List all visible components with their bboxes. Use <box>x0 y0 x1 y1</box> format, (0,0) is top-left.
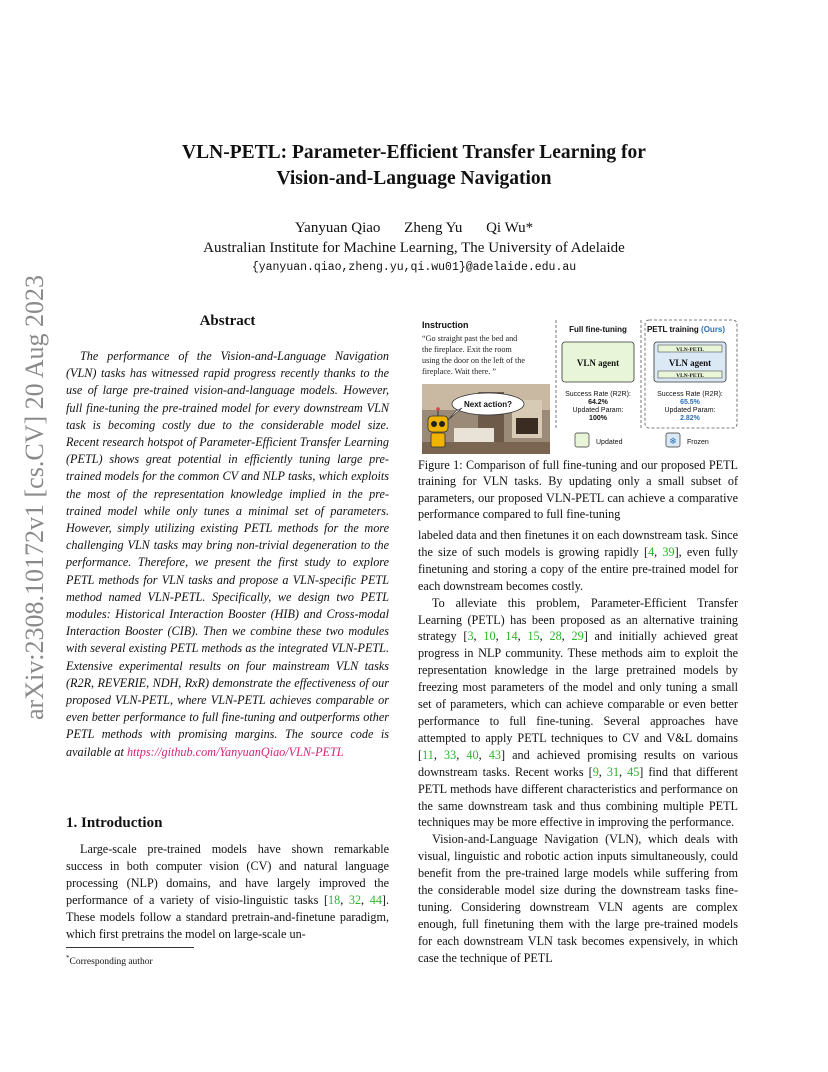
title-line-1: VLN-PETL: Parameter-Efficient Transfer Learning for <box>182 142 646 163</box>
next-action-text: Next action? <box>463 400 513 409</box>
full-ft-agent-box <box>562 342 634 382</box>
citation-link[interactable]: 31 <box>606 764 620 779</box>
petl-ours-tag: (Ours) <box>701 325 726 334</box>
success-rate-label: Success Rate (R2R): <box>657 391 723 398</box>
paper-title <box>0 140 828 192</box>
instruction-label: Instruction <box>422 320 469 330</box>
body-text: ] find that different PETL methods have different characteristics and performance on the same downstream task and thus combining multiple PETL techniques may be more effective in improving the performance. <box>418 764 739 830</box>
full-ft-param: 100% <box>589 415 607 422</box>
instruction-line: using the door on the left of the <box>422 356 526 365</box>
petl-title: PETL training <box>646 325 699 334</box>
citation-link[interactable]: 40 <box>466 747 479 762</box>
citation-link[interactable]: 10 <box>483 629 496 644</box>
petl-module-label: VLN-PETL <box>676 373 704 379</box>
title-line-2: Vision-and-Language Navigation <box>276 168 552 189</box>
citation-link[interactable]: 29 <box>571 629 584 644</box>
body-text: ] and achieved promising results on various downstream tasks. Recent works [ <box>418 747 739 779</box>
abstract-text: The performance of the Vision-and-Language Navigation (VLN) tasks has witnessed rapid progress recently thanks to the use of large pre-trained vision-and-language models. However, full fine-tuning the pre-trained model for every downstream VLN task is becoming costly due to the considerable model size. Recent research hotspot of Parameter-Efficient Transfer Learning (PETL) shows great potential in efficiently tuning large pre-trained models for the common CV and NLP tasks, which exploits the most of the representation knowledge implied in the pre-trained model while only tunes a minimal set of parameters. However, simply utilizing existing PETL methods for the more challenging VLN tasks may bring non-trivial degeneration to the performance. Therefore, we present the first study to explore PETL methods for VLN tasks and propose a VLN-specific PETL method named VLN-PETL. Specifically, we design two PETL modules: Historical Interaction Booster (HIB) and Cross-modal Interaction Booster (CIB). Then we combine these two modules with several existing PETL methods as the integrated VLN-PETL. Extensive experimental results on four mainstream VLN tasks (R2R, REVERIE, NDH, RxR) demonstrate the effectiveness of our proposed VLN-PETL, where VLN-PETL achieves comparable or even better performance to full fine-tuning and outperforms other PETL methods with promising margins. The source code is available at <box>66 349 389 759</box>
abstract-body <box>66 348 389 761</box>
citation-link[interactable]: 9 <box>592 764 599 779</box>
citation-link[interactable]: 28 <box>549 629 562 644</box>
param-label: Updated Param: <box>572 407 624 414</box>
body-text: To alleviate this problem, Parameter-Efficient Transfer Learning (PETL) has been proposed as an alternative training strategy [ <box>418 595 738 644</box>
instruction-line: the fireplace. Exit the room <box>422 345 512 354</box>
citation-link[interactable]: 44 <box>369 893 382 908</box>
citation-link[interactable]: 43 <box>488 747 501 762</box>
citation-link[interactable]: 32 <box>348 893 362 908</box>
petl-module-label: VLN-PETL <box>676 347 704 353</box>
petl-agent-label: VLN agent <box>668 358 712 368</box>
petl-success-rate: 65.5% <box>680 399 700 406</box>
param-label: Updated Param: <box>664 407 716 414</box>
citation-link[interactable]: 45 <box>627 764 640 779</box>
author-name: Zheng Yu <box>404 220 463 236</box>
petl-param: 2.82% <box>680 415 700 422</box>
code-link[interactable]: https://github.com/YanyuanQiao/VLN-PETL <box>126 744 344 759</box>
body-text: ], even fully finetuning and storing a copy of the entire pre-trained model for each downstream becomes costly. <box>418 544 738 593</box>
snowflake-icon: ❄ <box>669 436 677 446</box>
agent-label: VLN agent <box>576 358 620 368</box>
petl-panel <box>645 320 737 428</box>
intro-text: ]. These models follow a standard pretrain-and-finetune paradigm, which first pretrains the model on large-scale un- <box>66 893 390 942</box>
section-heading-introduction: 1. Introduction <box>66 815 163 831</box>
arxiv-stamp-text: arXiv:2308.10172v1 [cs.CV] 20 Aug 2023 <box>20 275 49 720</box>
footnote-text: Corresponding author <box>69 957 153 968</box>
citation-link[interactable]: 4 <box>648 544 655 559</box>
body-text: labeled data and then finetunes it on each downstream task. Since the size of such models is growing rapidly [ <box>418 528 738 559</box>
legend-updated-swatch <box>575 433 589 447</box>
citation-link[interactable]: 39 <box>662 544 675 559</box>
body-text: ] and initially achieved great progress in NLP community. These methods aim to exploit the representation knowledge in the large pretrained models by freezing most parameters of the model and only tuning a small set of parameters, which can achieve comparable or even better performance to full fine-tuning. Several approaches have attempted to apply PETL techniques to CV and V&L domains [ <box>418 629 739 762</box>
author-emails: {yanyuan.qiao,zheng.yu,qi.wu01}@adelaide.edu.au <box>251 261 577 274</box>
citation-link[interactable]: 18 <box>328 893 341 908</box>
legend <box>575 433 709 447</box>
body-paragraph: Vision-and-Language Navigation (VLN), which deals with visual, linguistic and robotic action inputs simultaneously, could benefit from the pre-trained large models while suffering from the considerable model size during the downstream tasks fine-tuning. Considering downstream VLN agents are complex enough, full finetuning them with the large pre-trained models for each downstream VLN task becomes expensively, in which case the technique of PETL <box>418 832 738 965</box>
citation-link[interactable]: 14 <box>505 629 518 644</box>
author-name: Qi Wu* <box>486 220 534 236</box>
body-paragraph: labeled data and then finetunes it on each downstream task. Since the size of such models is growing rapidly [4, 39], even fully finetuning and storing a copy of the entire pre-trained model for each downstream becomes costly. <box>418 528 738 593</box>
citation-link[interactable]: 3 <box>467 629 474 644</box>
intro-text: Large-scale pre-trained models have shown remarkable success in both computer vision (CV) and natural language processing (NLP) domains, and have largely improved the performance of a variety of visio-linguistic tasks [ <box>66 842 389 908</box>
author-name: Yanyuan Qiao <box>294 220 381 236</box>
full-finetuning-title: Full fine-tuning <box>569 325 627 334</box>
citation-link[interactable]: 33 <box>444 747 457 762</box>
svg-text:PETL training (Ours) <box>647 325 725 334</box>
instruction-line: “Go straight past the bed and <box>422 334 518 343</box>
figure-1 <box>418 316 740 456</box>
footnote-divider <box>66 947 194 948</box>
abstract-heading: Abstract <box>199 313 256 329</box>
citation-link[interactable]: 15 <box>527 629 540 644</box>
footnote: *Corresponding author <box>66 954 153 968</box>
instruction-line: fireplace. Wait there. ” <box>422 367 496 376</box>
right-column-body <box>418 527 738 967</box>
legend-updated-label: Updated <box>596 439 623 446</box>
citation-link[interactable]: 11 <box>422 747 434 762</box>
legend-frozen-label: Frozen <box>687 439 709 446</box>
body-paragraph: To alleviate this problem, Parameter-Efficient Transfer Learning (PETL) has been proposed as an alternative training strategy [3, 10, 14, 15, 28, 29] and initially achieved great progress in NLP community. These methods aim to exploit the representation knowledge in the large pretrained models by freezing most parameters of the model and only tuning a small set of parameters, which can achieve comparable or even better performance to full fine-tuning. Several approaches have attempted to apply PETL techniques to CV and V&L domains [11, 33, 40, 43] and achieved promising results on various downstream tasks. Recent works [9, 31, 45] find that different PETL methods have different characteristics and performance on the same downstream task and thus combining multiple PETL techniques may be more effective in improving the performance. <box>418 595 739 830</box>
figure-caption: Figure 1: Comparison of full fine-tuning and our proposed PETL training for VLN tasks. By updating only a small subset of parameters, our proposed VLN-PETL can achieve a comparative performance compared to full fine-tuning <box>418 458 738 521</box>
intro-paragraph: Large-scale pre-trained models have shown remarkable success in both computer vision (CV) and natural language processing (NLP) domains, and have largely improved the performance of a variety of visio-linguistic tasks [18, 32, 44]. These models follow a standard pretrain-and-finetune paradigm, which first pretrains the model on large-scale un- <box>66 842 390 942</box>
arxiv-stamp <box>8 270 58 720</box>
success-rate-label: Success Rate (R2R): <box>565 391 631 398</box>
full-ft-success-rate: 64.2% <box>588 399 608 406</box>
affiliation: Australian Institute for Machine Learning, The University of Adelaide <box>203 240 625 256</box>
author-list <box>0 218 828 238</box>
